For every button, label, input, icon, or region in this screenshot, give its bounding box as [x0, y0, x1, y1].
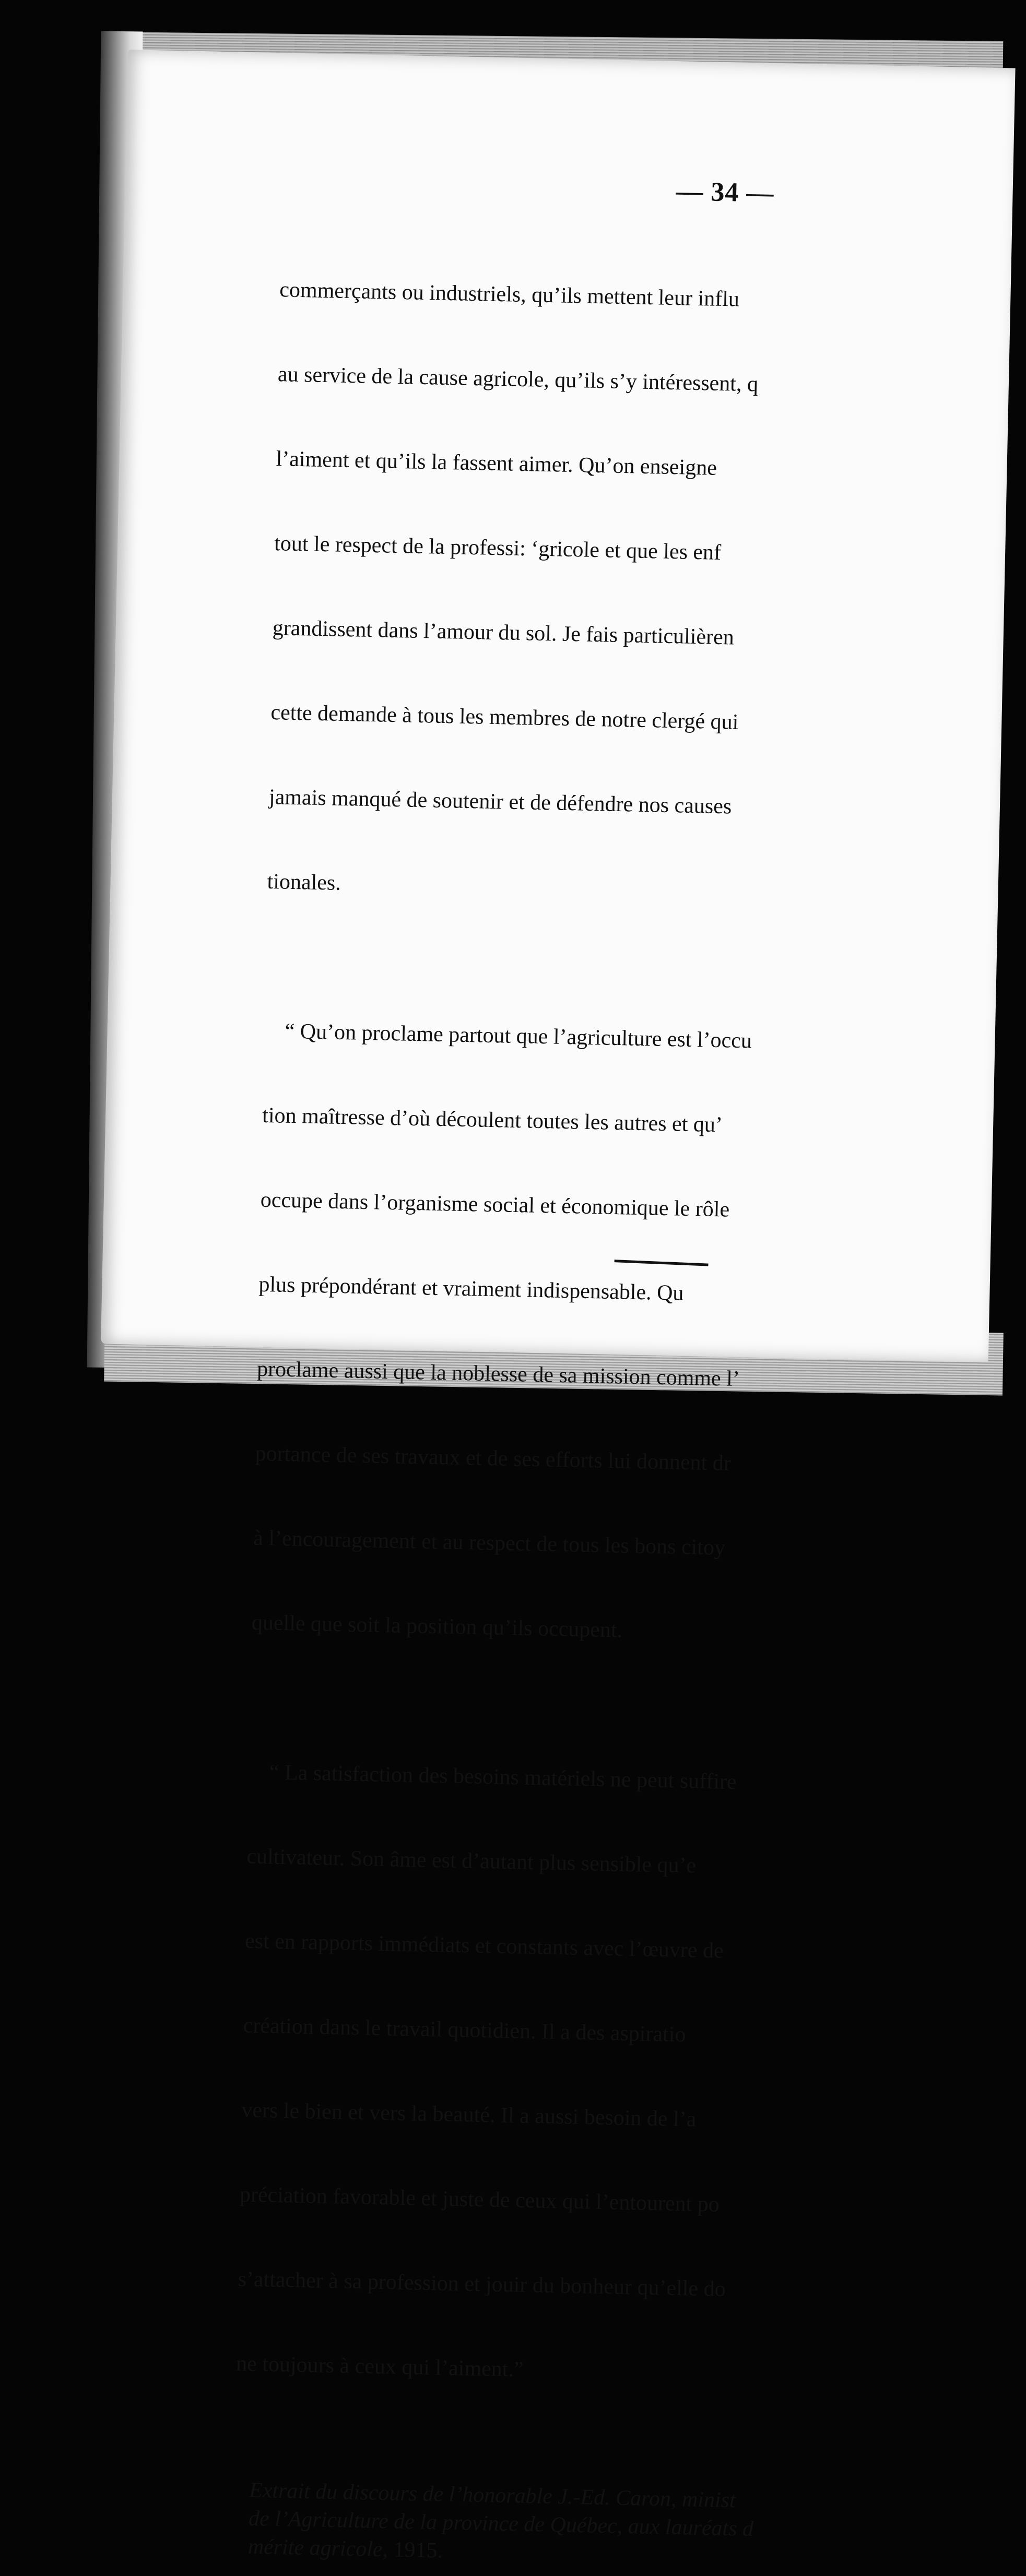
- text-line: ne toujours à ceux qui l’aiment.”: [235, 2352, 524, 2382]
- citation-text: mérite agricole,: [247, 2534, 388, 2562]
- text-line: “ Qu’on proclame partout que l’agriculture est l’occu: [285, 1019, 752, 1053]
- text-line: tionales.: [267, 869, 341, 895]
- text-line: occupe dans l’organisme social et économique le rôle: [260, 1188, 730, 1222]
- text-line: grandissent dans l’amour du sol. Je fais particulièren: [272, 616, 735, 650]
- text-line: à l’encouragement et au respect de tous les bons citoy: [253, 1526, 726, 1560]
- text-line: s’attacher à sa profession et jouir du bonheur qu’elle do: [238, 2267, 726, 2301]
- text-line: préciation favorable et juste de ceux qui l’entourent po: [239, 2182, 720, 2217]
- text-line: portance de ses travaux et de ses efforts lui donnent dr: [255, 1441, 732, 1476]
- source-citation: [232, 2476, 975, 2576]
- text-line: est en rapports immédiats et constants avec l’œuvre de: [244, 1929, 724, 1963]
- text-line: “ La satisfaction des besoins matériels ne peut suffire: [269, 1760, 737, 1795]
- text-line: commerçants ou industriels, qu’ils mettent leur influ: [279, 278, 740, 312]
- text-line: création dans le travail quotidien. Il a des aspiratio: [243, 2013, 686, 2047]
- text-line: au service de la cause agricole, qu’ils s’y intéressent, q: [277, 362, 759, 397]
- paragraph-1: [266, 219, 1022, 967]
- paragraph-3: [234, 1702, 991, 2450]
- citation-line: Extrait du discours de l’honorable J.-Ed. Caron, minist: [249, 2478, 736, 2513]
- citation-line: de l’Agriculture de la province de Québec, aux lauréats d: [248, 2506, 754, 2542]
- text-line: l’aiment et qu’ils la fassent aimer. Qu’on enseigne: [276, 447, 717, 480]
- book-page: [101, 50, 1016, 2563]
- text-line: cette demande à tous les membres de notre clergé qui: [270, 701, 739, 734]
- page-number: — 34 —: [675, 176, 775, 208]
- citation-year: 1915.: [393, 2537, 443, 2563]
- text-line: tout le respect de la professi: ‘gricole et que les enf: [274, 531, 722, 565]
- text-line: tion maîtresse d’où découlent toutes les autres et qu’: [262, 1103, 723, 1137]
- text-line: jamais manqué de soutenir et de défendre nos causes: [268, 785, 732, 819]
- text-line: vers le bien et vers la beauté. Il a aussi besoin de l’a: [241, 2098, 697, 2132]
- text-line: cultivateur. Son âme est d’autant plus sensible qu’e: [246, 1844, 697, 1878]
- text-line: proclame aussi que la noblesse de sa mission comme l’: [256, 1357, 740, 1392]
- page-content: [232, 168, 1023, 2576]
- paragraph-2: [250, 960, 1007, 1708]
- text-line: quelle que soit la position qu’ils occupent.: [251, 1610, 623, 1643]
- text-line: plus prépondérant et vraiment indispensable. Qu: [258, 1272, 684, 1305]
